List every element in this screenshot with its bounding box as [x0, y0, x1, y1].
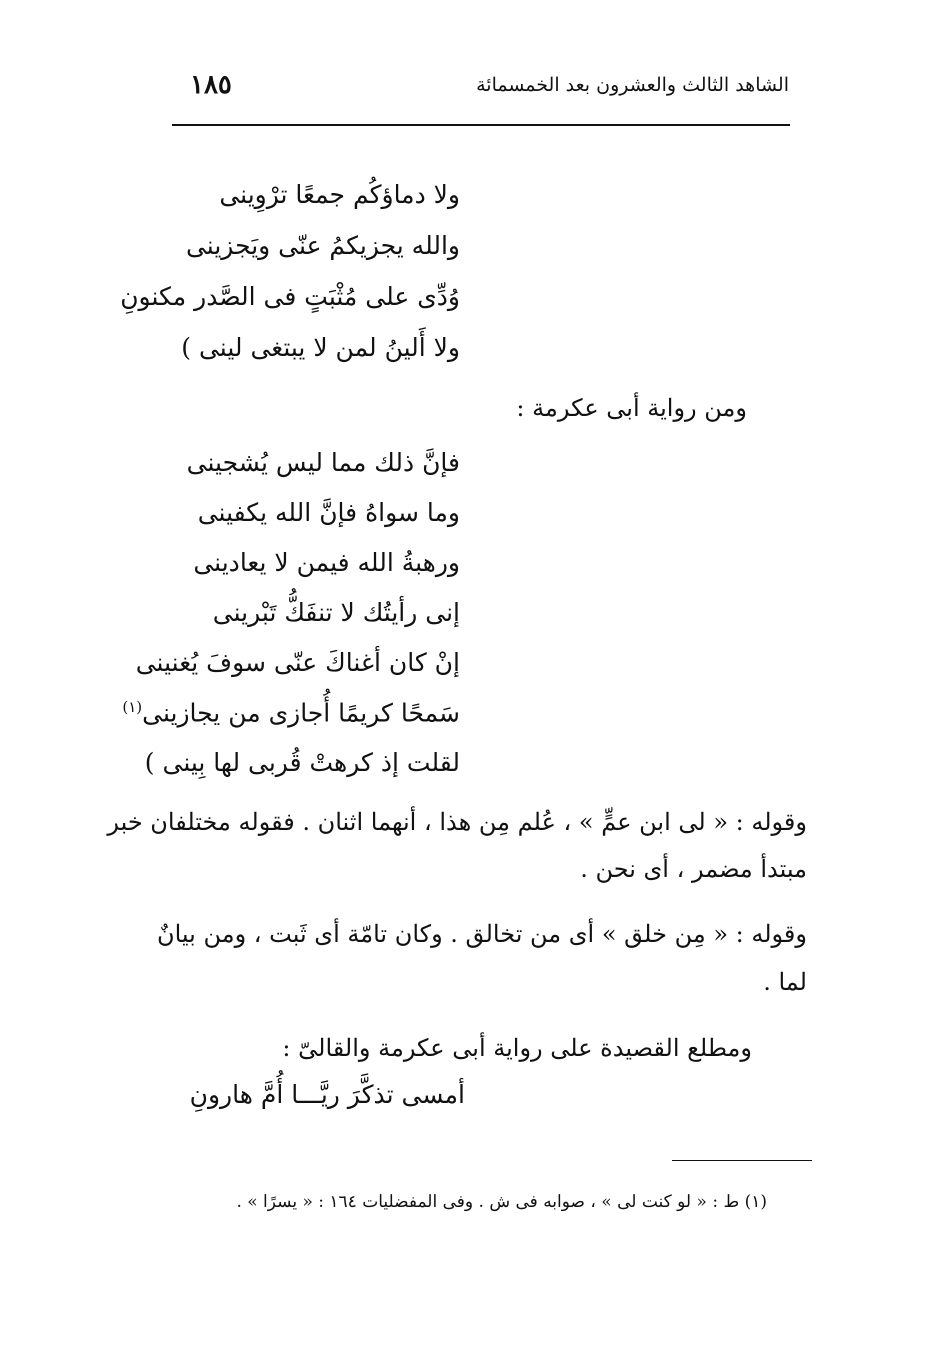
- verse-second-hemistich: [122, 698, 460, 728]
- verse-second-hemistich-text: سَمحًا كريمًا أُجازى من يجازينى: [142, 698, 460, 728]
- commentary-paragraph-1-line-1: وقوله : « لى ابن عمٍّ » ، عُلم مِن هذا ، أنهما اثنان . فقوله مختلفان خبر: [107, 808, 807, 836]
- verse-second-hemistich: لقلت إذ كرهتْ قُربى لها بِينى ): [144, 748, 460, 777]
- intro-line: ومن رواية أبى عكرمة :: [516, 394, 747, 422]
- verse-second-hemistich: وما سواهُ فإنَّ الله يكفينى: [197, 498, 460, 527]
- page-number: ١٨٥: [190, 70, 232, 100]
- verse-second-hemistich: وُدِّى على مُثْبَتٍ فى الصَّدر مكنونِ: [120, 282, 460, 311]
- commentary-paragraph-2-line-1: وقوله : « مِن خلق » أى من تخالق . وكان تامّة أى ثَبت ، ومن بيانٌ: [156, 920, 807, 948]
- footnote-rule: [672, 1160, 812, 1161]
- verse-second-hemistich: ولا دماؤكُم جمعًا ترْوِينى: [219, 180, 460, 209]
- verse-second-hemistich: فإنَّ ذلك مما ليس يُشجينى: [186, 448, 460, 477]
- commentary-paragraph-1-line-2: مبتدأ مضمر ، أى نحن .: [580, 855, 807, 883]
- verse-second-hemistich: إنى رأيتُك لا تنفَكُّ تَبْرينى: [212, 598, 460, 627]
- verse-second-hemistich: والله يجزيكمُ عنّى ويَجزينى: [185, 231, 460, 260]
- verse-second-hemistich: إنْ كان أغناكَ عنّى سوفَ يُغنينى: [135, 648, 460, 677]
- running-header-title: الشاهد الثالث والعشرون بعد الخمسمائة: [476, 74, 789, 96]
- verse-second-hemistich: ورهبةُ الله فيمن لا يعادينى: [193, 548, 460, 577]
- verse-second-hemistich: أمسى تذكَّرَ ريَّـــا أُمَّ هارونِ: [189, 1080, 465, 1109]
- footnote-marker: (١): [122, 698, 143, 716]
- footnote: (١) ط : « لو كنت لى » ، صوابه فى ش . وفى المفضليات ١٦٤ : « يسرًا » .: [236, 1192, 767, 1212]
- verse-second-hemistich: ولا أَلينُ لمن لا يبتغى لينى ): [181, 333, 460, 362]
- header-rule: [172, 124, 790, 126]
- commentary-paragraph-3: ومطلع القصيدة على رواية أبى عكرمة والقالىّ :: [282, 1034, 752, 1062]
- commentary-paragraph-2-line-2: لما .: [763, 968, 807, 996]
